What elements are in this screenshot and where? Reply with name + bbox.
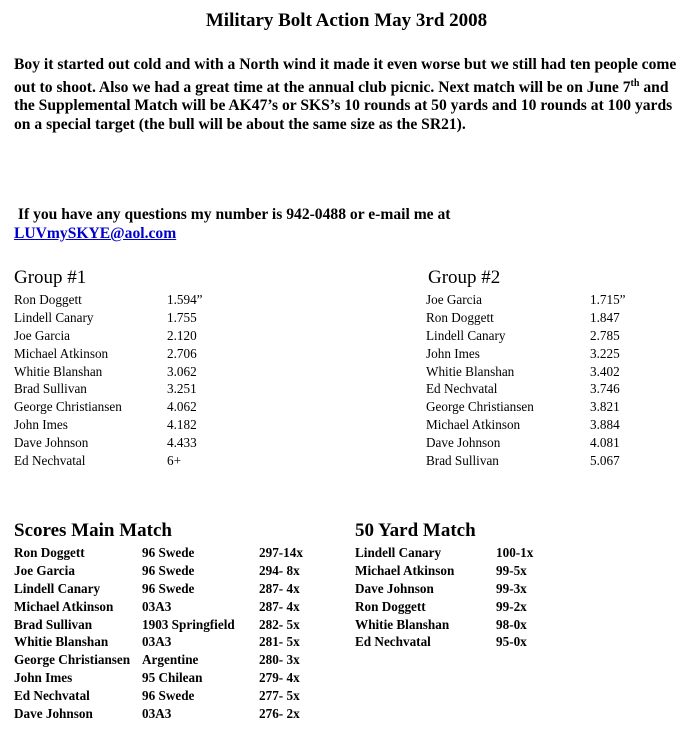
table-row	[14, 380, 274, 398]
table-row	[355, 544, 555, 562]
shooter-name: Whitie Blanshan	[426, 363, 515, 379]
group1-heading: Group #1	[14, 267, 87, 288]
shooter-name: Ron Doggett	[14, 545, 85, 560]
rifle-type: 96 Swede	[142, 580, 195, 596]
rifle-type: 03A3	[142, 706, 172, 722]
main-match-list	[14, 544, 344, 723]
shooter-name: Dave Johnson	[14, 706, 93, 722]
table-row	[426, 327, 686, 345]
group1-list	[14, 291, 274, 470]
table-row	[14, 434, 274, 452]
table-row	[14, 633, 344, 651]
shooter-name: Ron Doggett	[426, 309, 494, 325]
group-size: 2.706	[167, 345, 197, 361]
yard50-heading: 50 Yard Match	[355, 520, 476, 541]
shooter-name: Lindell Canary	[14, 580, 101, 596]
intro-paragraph	[14, 56, 682, 134]
shooter-name: George Christiansen	[14, 399, 122, 415]
table-row	[426, 309, 686, 327]
match-score: 280- 3x	[259, 652, 300, 668]
match-score: 281- 5x	[259, 634, 300, 650]
shooter-name: Lindell Canary	[426, 327, 506, 343]
table-row	[14, 705, 344, 723]
shooter-name: Michael Atkinson	[14, 345, 109, 361]
table-row	[14, 544, 344, 562]
group-size: 4.081	[590, 435, 620, 451]
group-size: 1.594”	[167, 292, 203, 307]
shooter-name: Whitie Blanshan	[355, 616, 450, 632]
group2-list	[426, 291, 686, 470]
shooter-name: Ed Nechvatal	[14, 453, 86, 469]
shooter-name: George Christiansen	[426, 399, 534, 415]
shooter-name: Ron Doggett	[355, 598, 426, 614]
shooter-name: George Christiansen	[14, 652, 131, 668]
shooter-name: Ed Nechvatal	[355, 634, 431, 650]
match-score: 276- 2x	[259, 706, 300, 722]
group-size: 3.746	[590, 381, 620, 397]
shooter-name: Lindell Canary	[355, 545, 442, 560]
shooter-name: Joe Garcia	[426, 292, 483, 307]
table-row	[426, 452, 686, 470]
group-size: 3.821	[590, 399, 620, 415]
table-row	[14, 616, 344, 634]
match-score: 277- 5x	[259, 688, 300, 704]
group-size: 4.182	[167, 417, 197, 433]
rifle-type: 96 Swede	[142, 545, 195, 560]
table-row	[355, 598, 555, 616]
rifle-type: 96 Swede	[142, 562, 195, 578]
match-score: 279- 4x	[259, 670, 300, 686]
shooter-name: John Imes	[14, 670, 73, 686]
table-row	[14, 309, 274, 327]
table-row	[14, 291, 274, 309]
table-row	[14, 580, 344, 598]
table-row	[426, 345, 686, 363]
shooter-name: Joe Garcia	[14, 327, 71, 343]
rifle-type: 1903 Springfield	[142, 616, 235, 632]
table-row	[14, 452, 274, 470]
contact-paragraph	[14, 205, 682, 243]
table-row	[14, 687, 344, 705]
shooter-name: Brad Sullivan	[14, 616, 93, 632]
match-score: 282- 5x	[259, 616, 300, 632]
group-size: 1.755	[167, 309, 197, 325]
group2-heading: Group #2	[428, 267, 501, 288]
contact-text: If you have any questions my number is 942-0488 or e-mail me at	[17, 206, 451, 223]
intro-superscript: th	[630, 77, 640, 89]
match-score: 99-3x	[496, 580, 527, 596]
main-match-heading: Scores Main Match	[14, 520, 172, 541]
table-row	[426, 416, 686, 434]
shooter-name: Lindell Canary	[14, 309, 94, 325]
table-row	[14, 651, 344, 669]
table-row	[355, 562, 555, 580]
shooter-name: Joe Garcia	[14, 562, 75, 578]
group-size: 3.251	[167, 381, 197, 397]
match-score: 294- 8x	[259, 562, 300, 578]
rifle-type: Argentine	[142, 652, 199, 668]
shooter-name: Ed Nechvatal	[14, 688, 90, 704]
shooter-name: Whitie Blanshan	[14, 363, 103, 379]
shooter-name: John Imes	[426, 345, 480, 361]
intro-text-1: Boy it started out cold and with a North wind it made it even worse but we still had ten people come out to shoot. Also we had a great time at the annual club picnic. Next match will be on June 7	[14, 56, 677, 96]
table-row	[14, 363, 274, 381]
table-row	[14, 327, 274, 345]
table-row	[426, 380, 686, 398]
table-row	[426, 363, 686, 381]
shooter-name: Brad Sullivan	[14, 381, 87, 397]
shooter-name: Ron Doggett	[14, 292, 82, 307]
group-size: 6+	[167, 453, 182, 469]
shooter-name: Whitie Blanshan	[14, 634, 109, 650]
match-score: 100-1x	[496, 545, 534, 560]
email-link[interactable]: LUVmySKYE@aol.com	[14, 225, 177, 242]
table-row	[426, 291, 686, 309]
group-size: 5.067	[590, 453, 620, 469]
group-size: 2.785	[590, 327, 620, 343]
match-score: 95-0x	[496, 634, 527, 650]
rifle-type: 03A3	[142, 634, 172, 650]
match-score: 287- 4x	[259, 580, 300, 596]
table-row	[14, 562, 344, 580]
shooter-name: Dave Johnson	[355, 580, 434, 596]
shooter-name: Michael Atkinson	[426, 417, 521, 433]
rifle-type: 95 Chilean	[142, 670, 203, 686]
match-score: 297-14x	[259, 545, 303, 560]
match-score: 98-0x	[496, 616, 527, 632]
group-size: 3.884	[590, 417, 620, 433]
yard50-list	[355, 544, 555, 651]
group-size: 3.402	[590, 363, 620, 379]
match-score: 99-5x	[496, 562, 527, 578]
table-row	[14, 345, 274, 363]
match-score: 99-2x	[496, 598, 527, 614]
shooter-name: Brad Sullivan	[426, 453, 499, 469]
table-row	[355, 633, 555, 651]
group-size: 4.062	[167, 399, 197, 415]
group-size: 2.120	[167, 327, 197, 343]
page-title: Military Bolt Action May 3rd 2008	[205, 10, 488, 31]
shooter-name: Michael Atkinson	[14, 598, 114, 614]
group-size: 1.715”	[590, 292, 626, 307]
group-size: 3.225	[590, 345, 620, 361]
table-row	[14, 416, 274, 434]
table-row	[426, 398, 686, 416]
rifle-type: 03A3	[142, 598, 172, 614]
match-score: 287- 4x	[259, 598, 300, 614]
table-row	[14, 669, 344, 687]
shooter-name: Dave Johnson	[14, 435, 89, 451]
table-row	[426, 434, 686, 452]
intro-text-2: and the Supplemental Match will be AK47’s or SKS’s 10 rounds at 50 yards and 10 rounds at 100 yards on a special target (the bull will be about the same size as the SR21).	[14, 78, 673, 133]
shooter-name: Dave Johnson	[426, 435, 501, 451]
rifle-type: 96 Swede	[142, 688, 195, 704]
table-row	[14, 598, 344, 616]
group-size: 4.433	[167, 435, 197, 451]
shooter-name: Michael Atkinson	[355, 562, 455, 578]
shooter-name: Ed Nechvatal	[426, 381, 498, 397]
group-size: 3.062	[167, 363, 197, 379]
group-size: 1.847	[590, 309, 620, 325]
shooter-name: John Imes	[14, 417, 68, 433]
table-row	[355, 580, 555, 598]
table-row	[355, 616, 555, 634]
table-row	[14, 398, 274, 416]
